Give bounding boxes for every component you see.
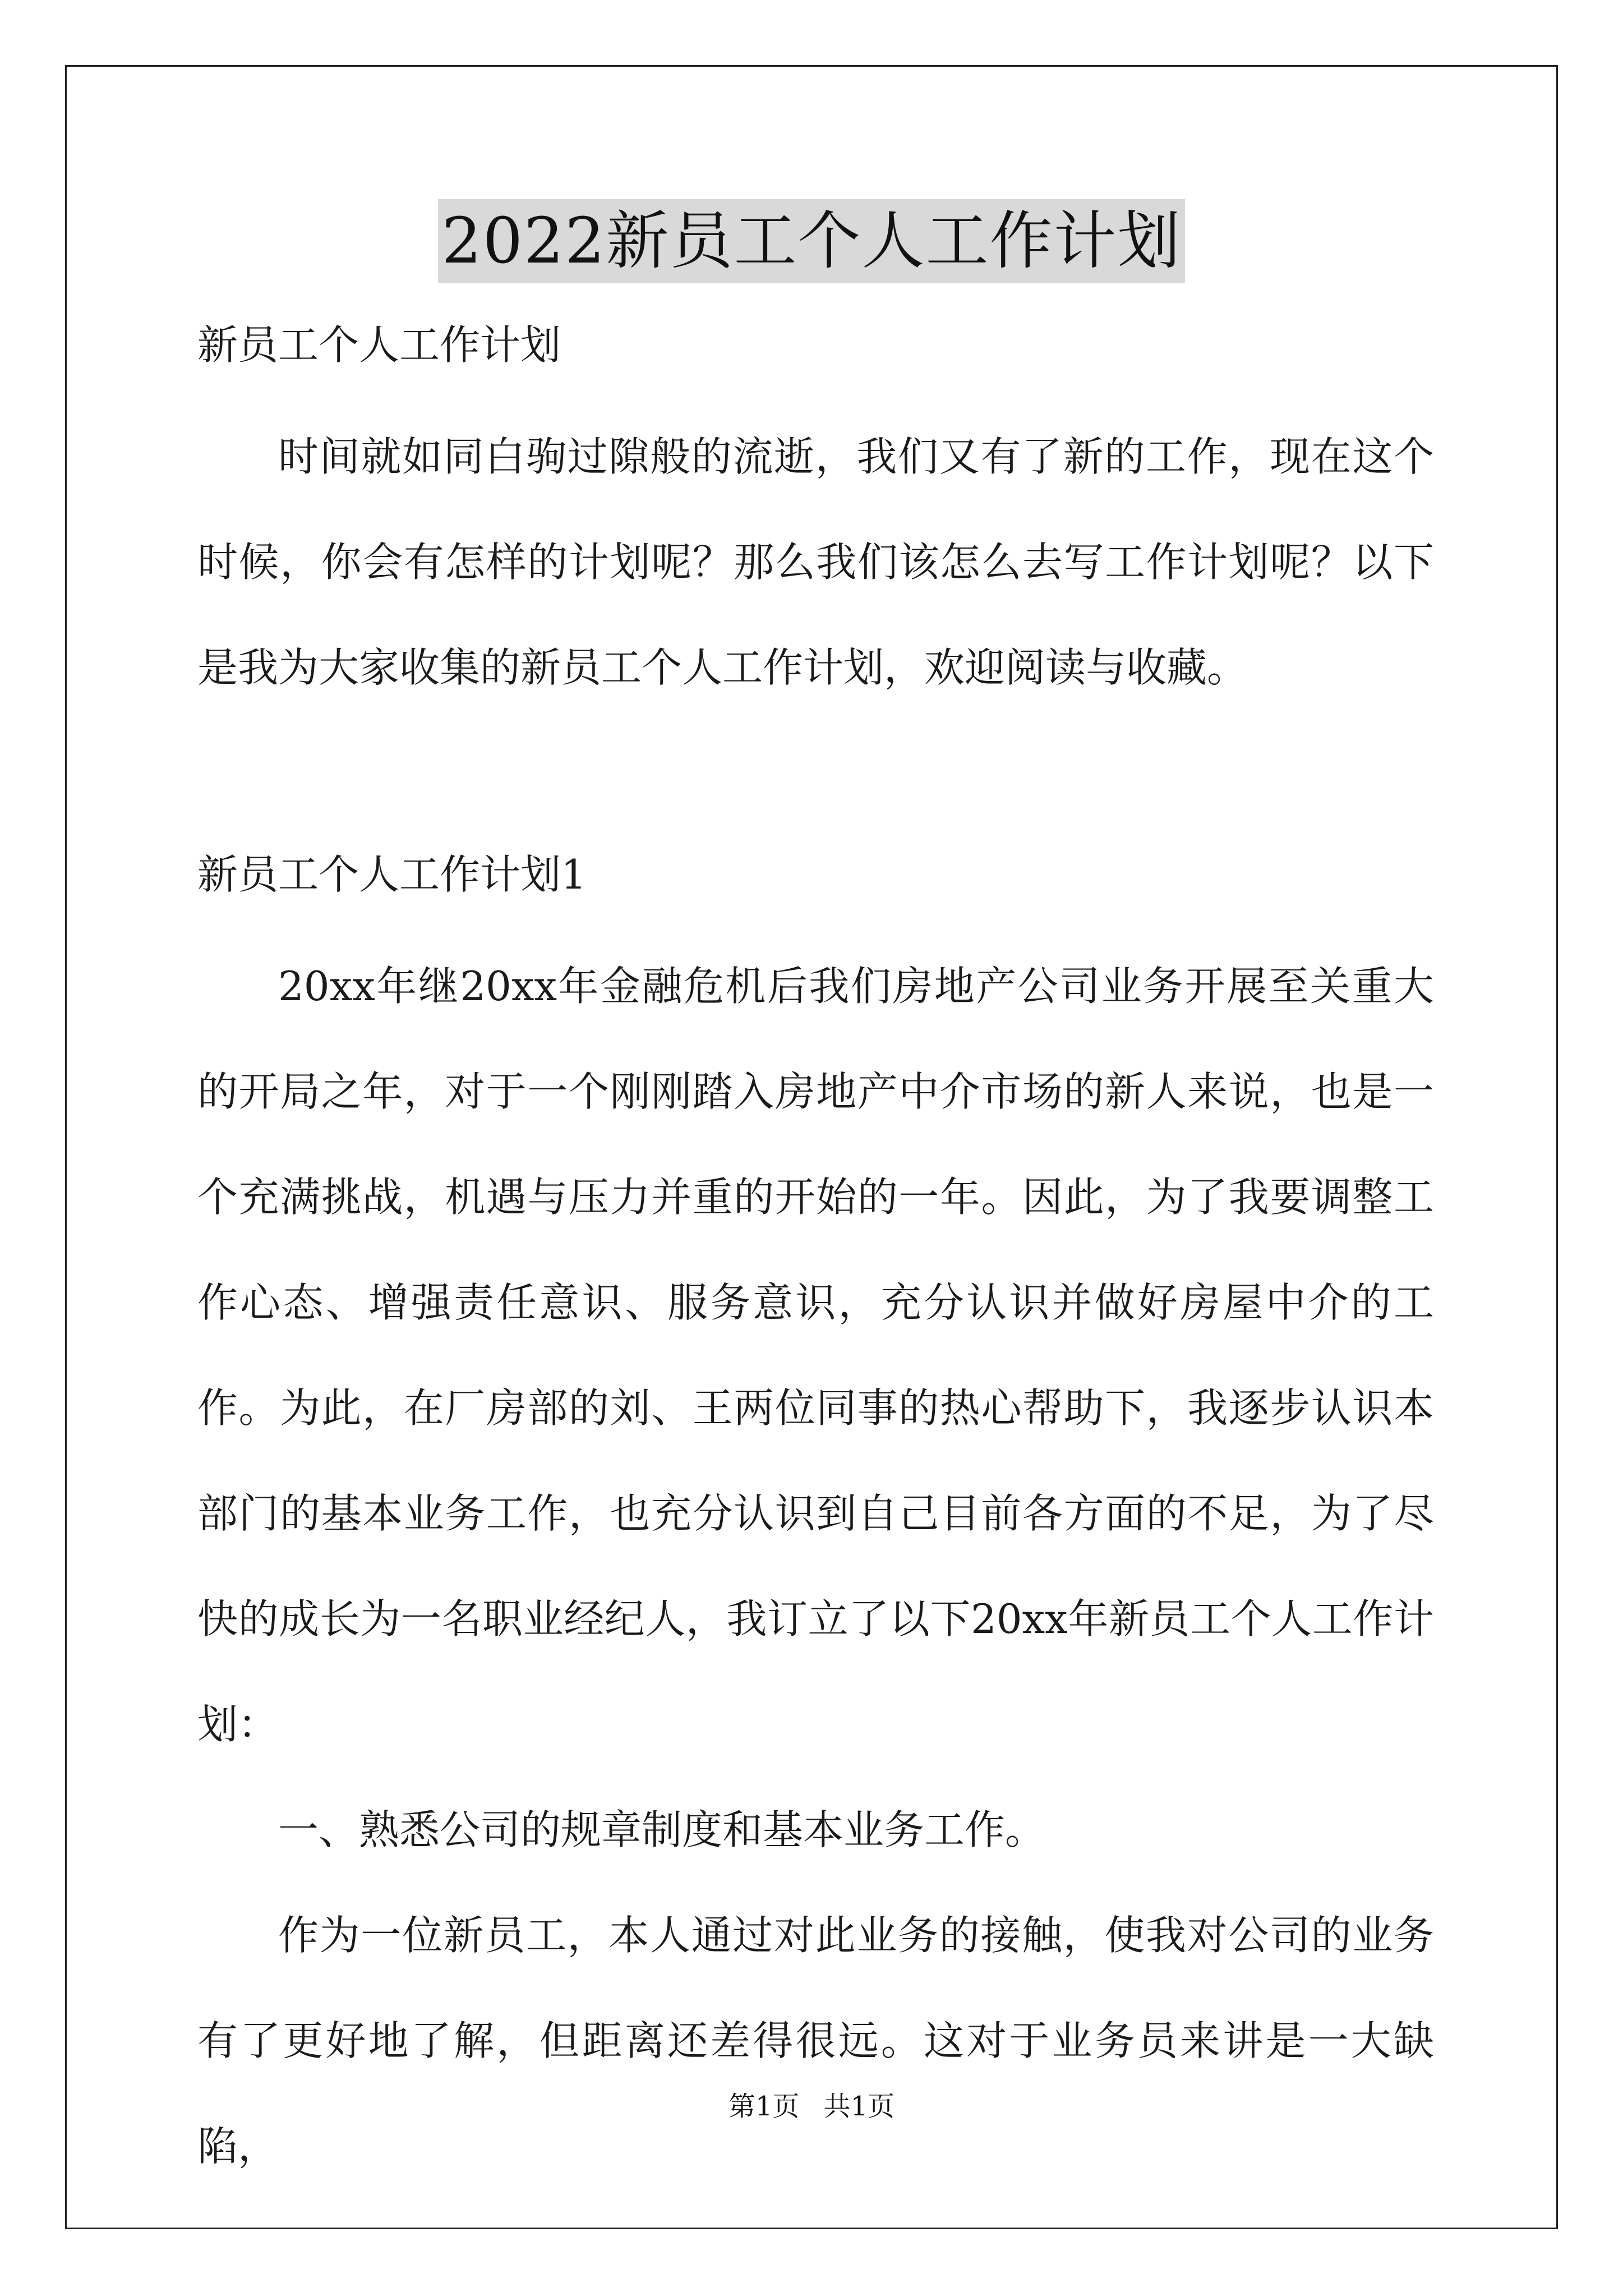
page-number: 第1页 <box>728 2091 800 2122</box>
section-heading: 新员工个人工作计划1 <box>197 851 587 898</box>
document-title: 2022新员工个人工作计划 <box>438 199 1184 283</box>
body-paragraph: 一、熟悉公司的规章制度和基本业务工作。 <box>278 1806 1046 1853</box>
document-subtitle: 新员工个人工作计划 <box>197 321 561 369</box>
document-body <box>197 314 1434 2199</box>
title-container <box>0 199 1623 283</box>
page-footer <box>0 2087 1623 2126</box>
body-paragraph: 作为一位新员工，本人通过对此业务的接触，使我对公司的业务有了更好地了解，但距离还差得很远。这对于业务员来讲是一大缺陷， <box>197 1912 1434 2170</box>
body-paragraph: 20xx年继20xx年金融危机后我们房地产公司业务开展至关重大的开局之年，对于一个刚刚踏入房地产中介市场的新人来说，也是一个充满挑战，机遇与压力并重的开始的一年。因此，为了我要调整工作心态、增强责任意识、服务意识，充分认识并做好房屋中介的工作。为此，在厂房部的刘、王两位同事的热心帮助下，我逐步认识本部门的基本业务工作，也充分认识到自己目前各方面的不足，为了尽快的成长为一名职业经纪人，我订立了以下20xx年新员工个人工作计划： <box>197 963 1434 1748</box>
page-total: 共1页 <box>823 2091 895 2122</box>
intro-paragraph: 时间就如同白驹过隙般的流逝，我们又有了新的工作，现在这个时候，你会有怎样的计划呢？那么我们该怎么去写工作计划呢？以下是我为大家收集的新员工个人工作计划，欢迎阅读与收藏。 <box>197 433 1434 691</box>
